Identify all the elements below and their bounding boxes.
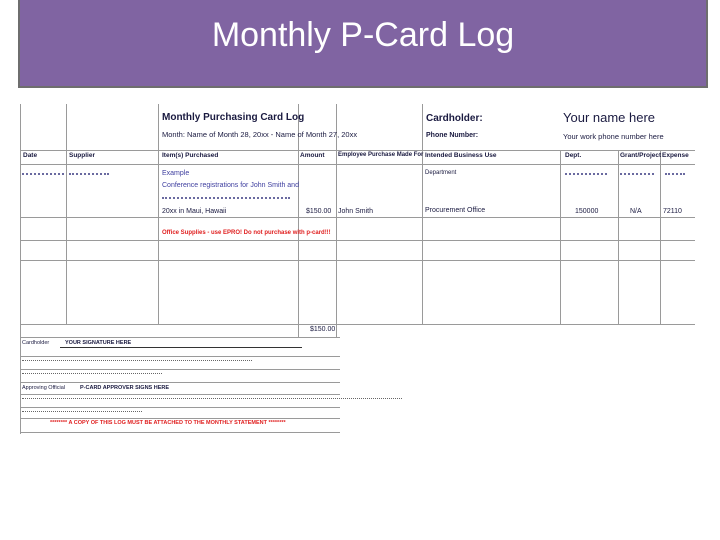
grid-line (422, 104, 423, 324)
grid-line (20, 382, 340, 383)
grid-line (20, 432, 340, 433)
slide-title: Monthly P-Card Log (211, 16, 515, 54)
col-header-amount: Amount (300, 152, 325, 159)
example-supplier (69, 173, 109, 178)
grid-line (20, 356, 340, 357)
statement-note: ******** A COPY OF THIS LOG MUST BE ATTACHED TO THE MONTHLY STATEMENT ******** (50, 420, 286, 426)
grid-line (66, 104, 67, 324)
sig1-label: Cardholder (22, 340, 50, 346)
grid-line (20, 369, 340, 370)
example-items-line3 (162, 197, 290, 202)
grid-line (20, 394, 340, 395)
grid-line (660, 150, 661, 324)
col-header-items: Item(s) Purchased (162, 152, 219, 159)
col-header-dept: Dept. (565, 152, 582, 159)
example-items-line1: Example (162, 170, 190, 177)
phone-value: Your work phone number here (563, 132, 664, 141)
grid-line (560, 150, 561, 324)
col-header-supplier: Supplier (69, 152, 96, 159)
col-header-business-use: Intended Business Use (425, 152, 497, 159)
col-header-employee: Employee Purchase Made For (338, 152, 424, 158)
sig1-line (60, 347, 302, 348)
example-expense: 72110 (663, 208, 682, 215)
title-banner (18, 0, 708, 88)
sig2-certification-text (22, 411, 142, 415)
sig1-certification-text (22, 360, 252, 364)
grid-line (20, 324, 695, 325)
grid-line (20, 418, 340, 419)
grid-line (20, 164, 695, 165)
col-header-grant: Grant/Project (620, 152, 662, 159)
phone-label: Phone Number: (426, 132, 479, 139)
grid-line (20, 240, 695, 241)
grid-line (20, 407, 340, 408)
example-dept-code (565, 173, 607, 178)
grid-line (20, 217, 695, 218)
sig1-certification-text (22, 373, 162, 377)
grid-line (20, 150, 695, 151)
col-header-date: Date (23, 152, 38, 159)
example-items-line2: Conference registrations for John Smith and (162, 182, 299, 189)
col-header-expense: Expense (662, 152, 689, 159)
grid-line (158, 104, 159, 324)
example-business-use-1: Department (425, 170, 457, 176)
month-line: Month: Name of Month 28, 20xx - Name of Month 27, 20xx (162, 130, 358, 139)
sig2-text: P-CARD APPROVER SIGNS HERE (80, 385, 170, 391)
grid-line (20, 337, 340, 338)
example-date (22, 173, 64, 178)
example-items-line4: 20xx in Maui, Hawaii (162, 208, 227, 215)
example-grant: N/A (630, 208, 642, 215)
pcard-log-sheet (20, 104, 700, 434)
sig2-certification-text (22, 398, 402, 402)
grid-line (618, 150, 619, 324)
cardholder-label: Cardholder: (426, 113, 483, 124)
example-expense-code (665, 173, 685, 178)
sig2-label: Approving Official (22, 385, 66, 391)
example-dept: 150000 (575, 208, 599, 215)
total-amount: $150.00 (310, 326, 336, 333)
warning-text: Office Supplies - use EPRO! Do not purchase with p-card!!! (162, 230, 331, 236)
sig1-text: YOUR SIGNATURE HERE (65, 340, 132, 346)
log-title: Monthly Purchasing Card Log (162, 112, 305, 123)
example-amount: $150.00 (306, 208, 332, 215)
example-business-use-2: Procurement Office (425, 207, 486, 214)
cardholder-name: Your name here (563, 110, 656, 125)
example-grant-code (620, 173, 654, 178)
grid-line (20, 104, 21, 434)
grid-line (20, 260, 695, 261)
example-employee: John Smith (338, 208, 374, 215)
